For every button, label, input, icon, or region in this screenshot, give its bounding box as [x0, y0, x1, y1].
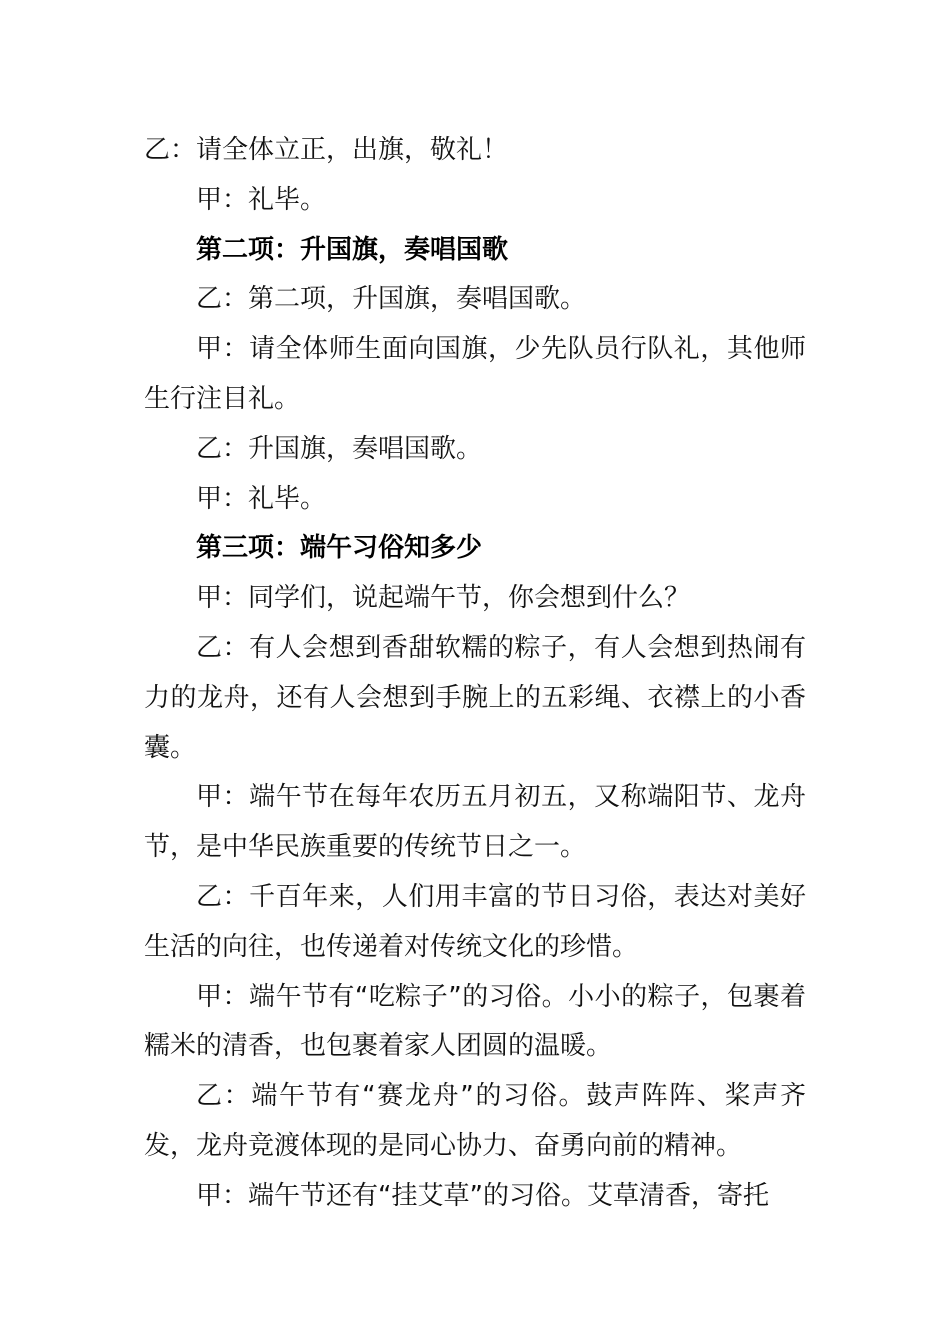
dialogue-line: 乙：端午节有“赛龙舟”的习俗。鼓声阵阵、桨声齐发，龙舟竞渡体现的是同心协力、奋勇向前的精神。: [144, 1081, 806, 1161]
section-heading: 第二项：升国旗，奏唱国歌: [196, 234, 509, 265]
dialogue-line: 甲：同学们，说起端午节，你会想到什么？: [196, 583, 691, 614]
dialogue-line: 乙：第二项，升国旗，奏唱国歌。: [196, 284, 587, 315]
dialogue-line: 乙：请全体立正，出旗，敬礼！: [144, 135, 509, 165]
document-body: [144, 126, 806, 1222]
dialogue-line: 甲：礼毕。: [196, 184, 327, 215]
dialogue-line: 甲：端午节还有“挂艾草”的习俗。艾草清香，寄托: [196, 1180, 769, 1211]
dialogue-line: 甲：礼毕。: [196, 483, 327, 514]
dialogue-line: 乙：千百年来，人们用丰富的节日习俗，表达对美好生活的向往，也传递着对传统文化的珍惜。: [144, 881, 806, 962]
dialogue-line: 甲：请全体师生面向国旗，少先队员行队礼，其他师生行注目礼。: [144, 334, 806, 414]
dialogue-line: 乙：有人会想到香甜软糯的粽子，有人会想到热闹有力的龙舟，还有人会想到手腕上的五彩绳、衣襟上的小香囊。: [144, 632, 806, 763]
dialogue-line: 乙：升国旗，奏唱国歌。: [196, 433, 483, 464]
dialogue-line: 甲：端午节有“吃粽子”的习俗。小小的粽子，包裹着糯米的清香，也包裹着家人团圆的温暖。: [144, 981, 806, 1062]
section-heading: 第三项：端午习俗知多少: [196, 533, 483, 564]
dialogue-line: 甲：端午节在每年农历五月初五，又称端阳节、龙舟节，是中华民族重要的传统节日之一。: [144, 782, 806, 863]
